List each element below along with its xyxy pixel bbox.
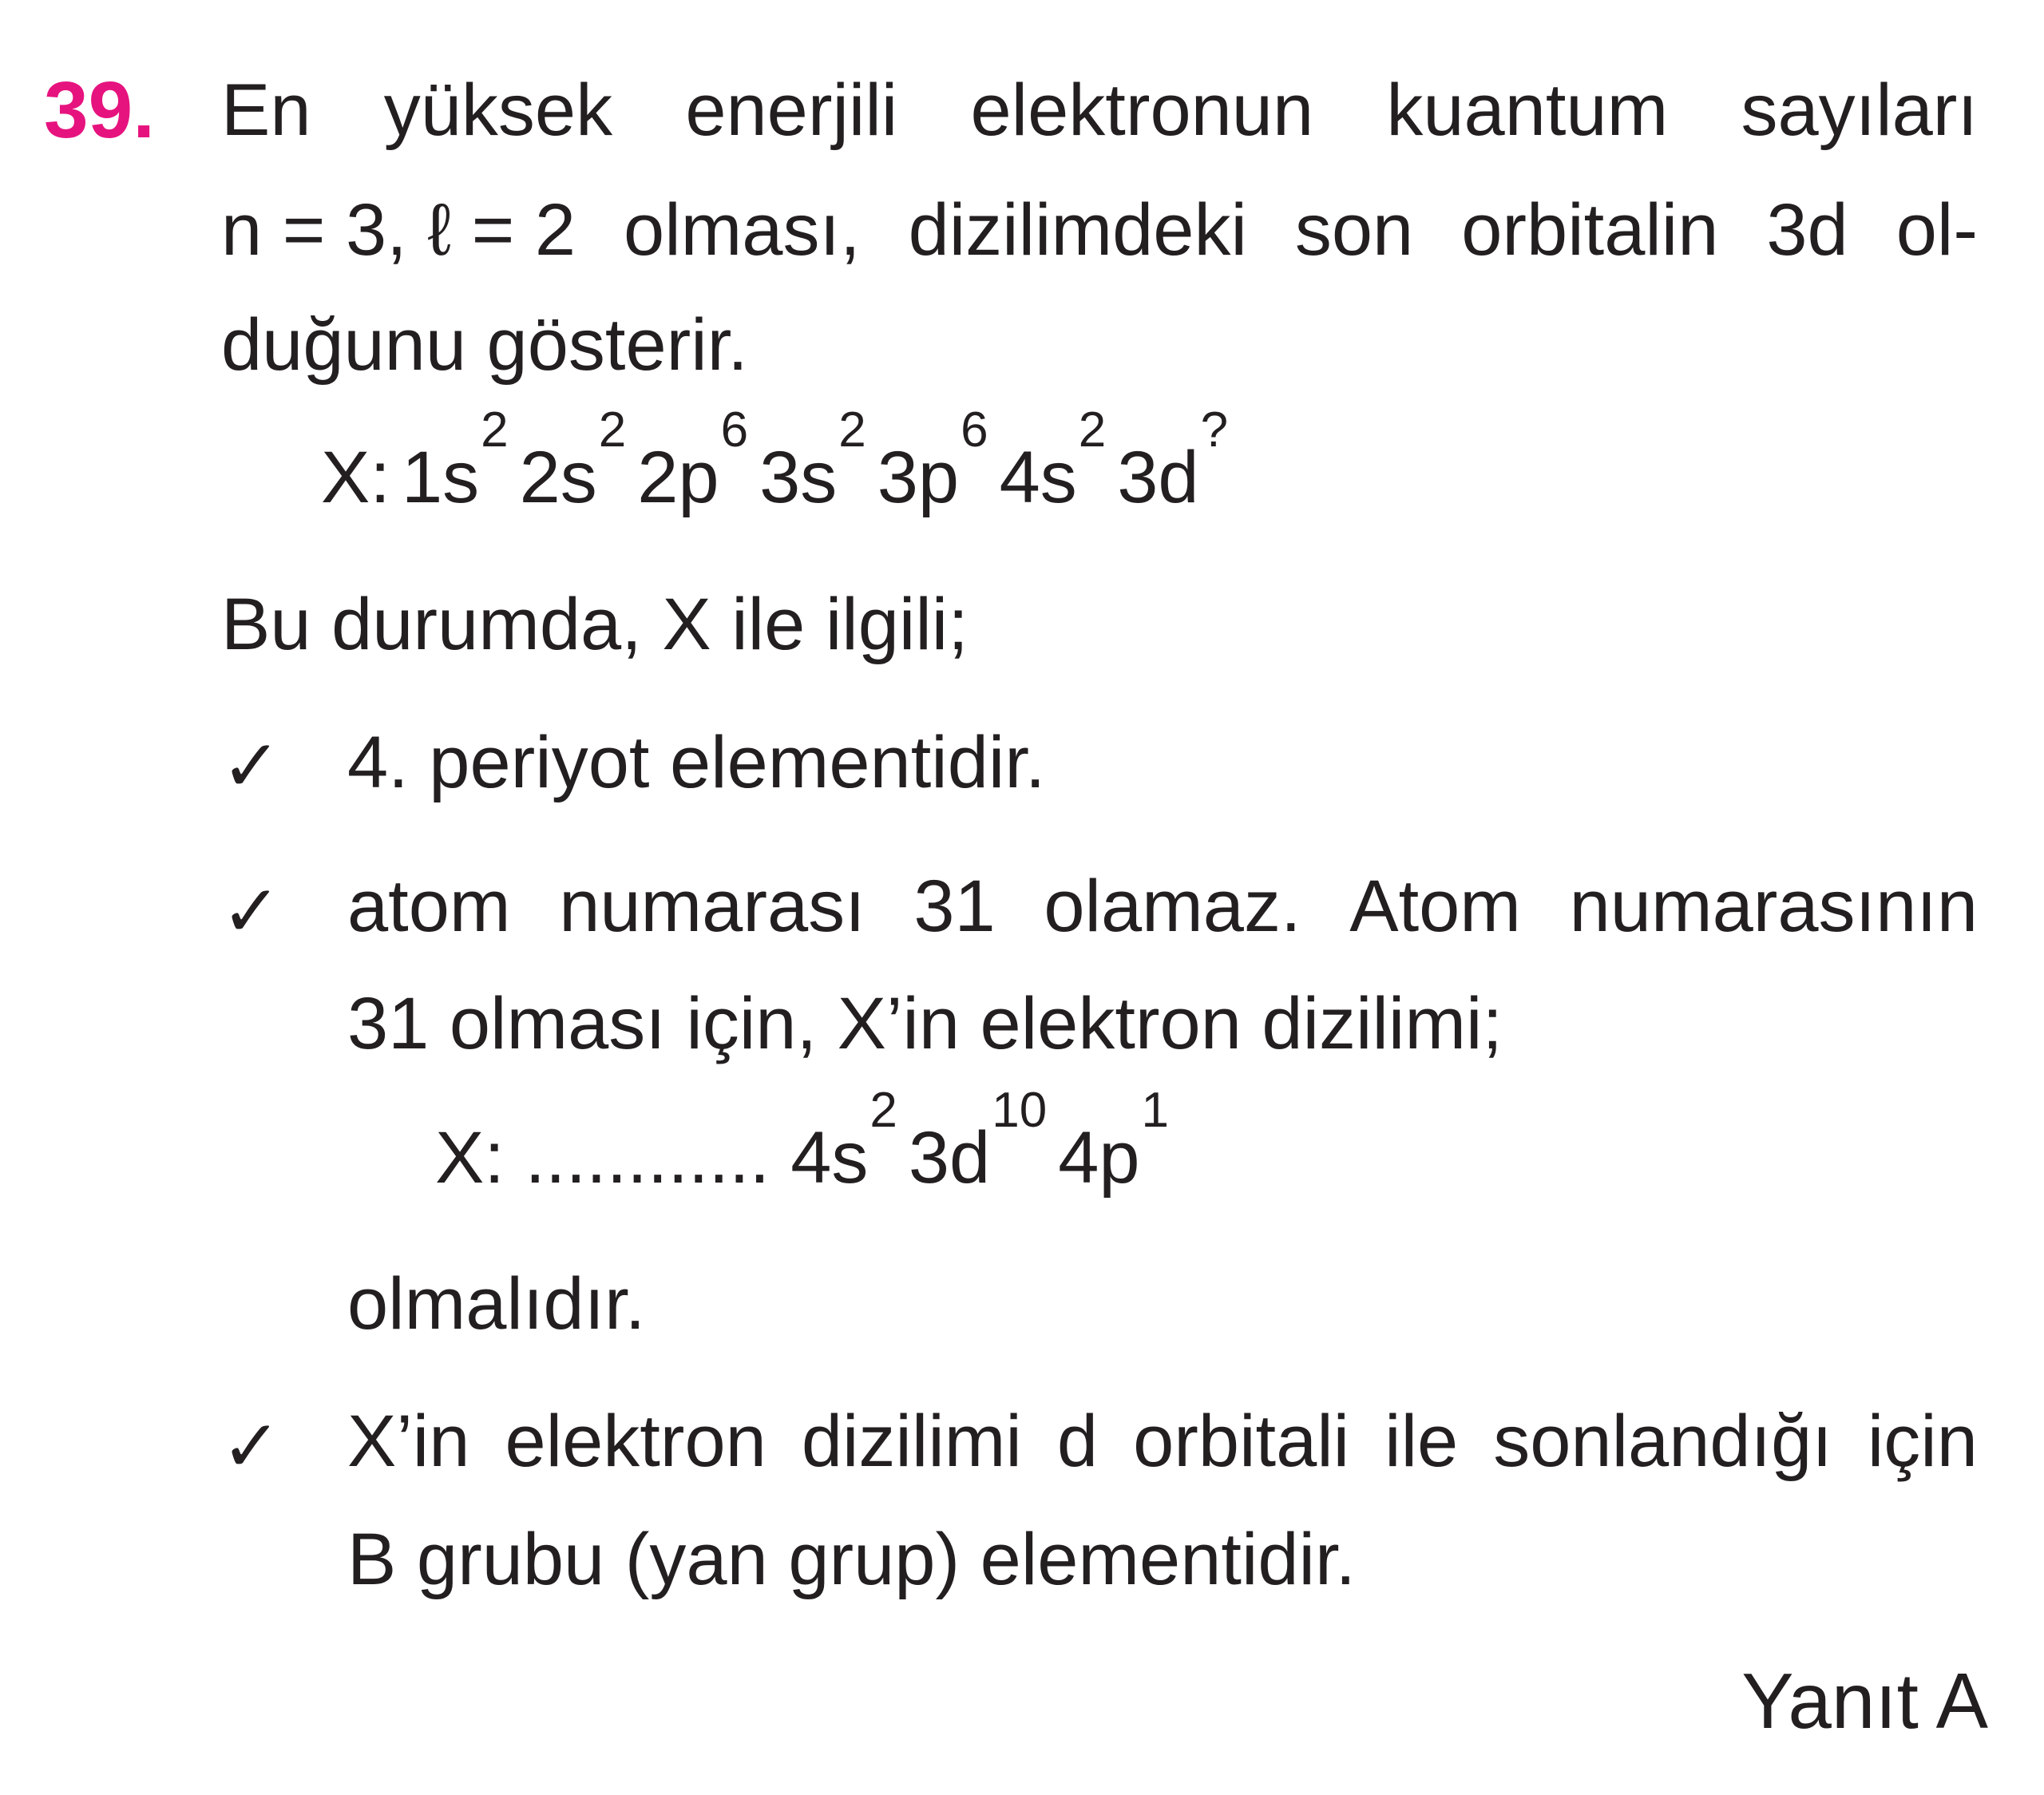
intro-word: elektronun	[970, 69, 1314, 151]
intro-word: orbitalin	[1461, 189, 1719, 271]
item-word: elektron	[505, 1401, 766, 1482]
intro-line-1	[221, 62, 1978, 158]
item-1-text: 4. periyot elementidir.	[347, 722, 1046, 803]
item-word: Atom	[1349, 866, 1521, 947]
item-word: ile	[1384, 1401, 1459, 1482]
intro-word: olması,	[624, 189, 861, 271]
intro-word: dizilimdeki	[908, 189, 1247, 271]
orbital: 2s	[519, 437, 597, 518]
orbital-term	[908, 1083, 1048, 1206]
orbital-term	[877, 402, 988, 525]
orbital-term	[1058, 1083, 1170, 1206]
item-word: olamaz.	[1044, 866, 1301, 947]
lead-sentence: Bu durumda, X ile ilgili;	[221, 584, 969, 665]
item-word: için	[1867, 1401, 1978, 1482]
orbital: 4s	[790, 1117, 869, 1199]
intro-word: n = 3, ℓ = 2	[221, 189, 576, 271]
electron-count: 6	[961, 402, 988, 458]
item-word: orbitali	[1133, 1401, 1350, 1482]
electron-count: 2	[481, 402, 509, 458]
intro-line-3: duğunu gösterir.	[221, 304, 748, 386]
item-3-line-2: B grubu (yan grup) elementidir.	[347, 1519, 1357, 1600]
intro-word: En	[221, 69, 311, 151]
intro-word: son	[1294, 189, 1414, 271]
item-3-line-1	[347, 1393, 1978, 1489]
electron-count: 6	[720, 402, 749, 458]
orbital: 4p	[1058, 1117, 1140, 1199]
electron-count: 2	[869, 1083, 897, 1138]
orbital-term	[519, 402, 627, 525]
orbital: 4s	[999, 437, 1077, 518]
orbital-term	[1117, 402, 1229, 525]
item-2-line-3: olmalıdır.	[347, 1263, 646, 1345]
electron-count: 2	[838, 402, 866, 458]
orbital: 1s	[401, 437, 480, 518]
checkmark-icon: ✓	[221, 870, 282, 953]
electron-count: 1	[1141, 1083, 1170, 1138]
orbital-term	[637, 402, 749, 525]
intro-word: ol-	[1895, 189, 1978, 271]
intro-word: sayıları	[1741, 69, 1978, 151]
item-2-line-1	[347, 858, 1978, 954]
item-word: dizilimi	[801, 1401, 1022, 1482]
item-word: numarası	[559, 866, 866, 947]
item-word: d	[1056, 1401, 1099, 1482]
answer-label: Yanıt A	[1741, 1657, 1988, 1745]
intro-line-2	[221, 182, 1978, 278]
intro-word: kuantum	[1386, 69, 1669, 151]
item-2-line-2: 31 olması için, X’in elektron dizilimi;	[347, 983, 1503, 1064]
intro-word: enerjili	[685, 69, 898, 151]
intro-word: 3d	[1766, 189, 1848, 271]
electron-count: ?	[1200, 402, 1229, 458]
electron-configuration-2	[435, 1083, 1180, 1206]
item-word: atom	[347, 866, 511, 947]
orbital: 2p	[637, 437, 719, 518]
electron-count: 2	[1078, 402, 1107, 458]
item-word: X’in	[347, 1401, 470, 1482]
config-label: X:	[321, 437, 390, 518]
item-word: sonlandığı	[1493, 1401, 1832, 1482]
electron-count: 10	[992, 1083, 1048, 1138]
checkmark-icon: ✓	[221, 724, 282, 808]
item-word: numarasının	[1569, 866, 1978, 947]
orbital: 3s	[759, 437, 838, 518]
orbital-term	[999, 402, 1107, 525]
checkmark-icon: ✓	[221, 1405, 282, 1488]
orbital-term	[401, 402, 509, 525]
orbital: 3d	[1117, 437, 1199, 518]
config-label: X: ............	[435, 1117, 770, 1199]
orbital: 3p	[877, 437, 960, 518]
electron-configuration-1	[321, 402, 1239, 525]
orbital-term	[759, 402, 866, 525]
intro-word: yüksek	[383, 69, 613, 151]
item-word: 31	[913, 866, 996, 947]
electron-count: 2	[598, 402, 627, 458]
orbital-term	[790, 1083, 897, 1206]
orbital: 3d	[908, 1117, 991, 1199]
question-number: 39.	[44, 65, 156, 155]
